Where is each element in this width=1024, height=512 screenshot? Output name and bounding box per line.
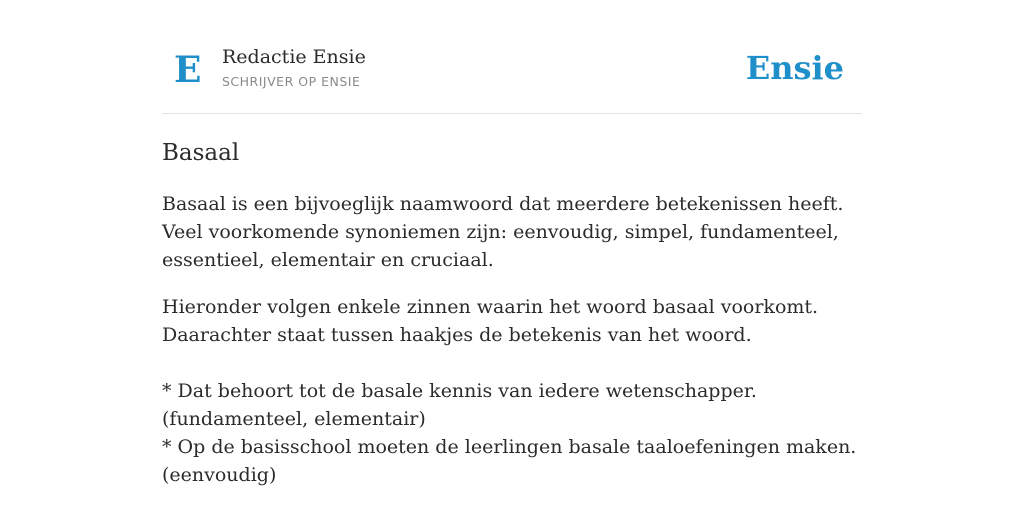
page-title: Basaal (162, 140, 240, 166)
article-body (162, 135, 862, 489)
article-paragraph: Hieronder volgen enkele zinnen waarin het woord basaal voorkomt. Daarachter staat tussen haakjes de betekenis van het woord. * Dat behoort tot de basale kennis van iedere wetenschapper. (fundamenteel, elementair) * Op de basisschool moeten de leerlingen basale taaloefeningen maken. (eenvoudig) (162, 296, 857, 486)
author-role: SCHRIJVER OP ENSIE (222, 74, 361, 89)
article-header (162, 40, 862, 114)
brand-logo[interactable]: Ensie (745, 49, 844, 87)
article-paragraph: Basaal is een bijvoeglijk naamwoord dat meerdere betekenissen heeft. Veel voorkomende synoniemen zijn: eenvoudig, simpel, fundamenteel, essentieel, elementair en cruciaal. (162, 193, 844, 271)
author-name[interactable]: Redactie Ensie (222, 46, 366, 68)
author-avatar[interactable]: E (174, 49, 202, 91)
